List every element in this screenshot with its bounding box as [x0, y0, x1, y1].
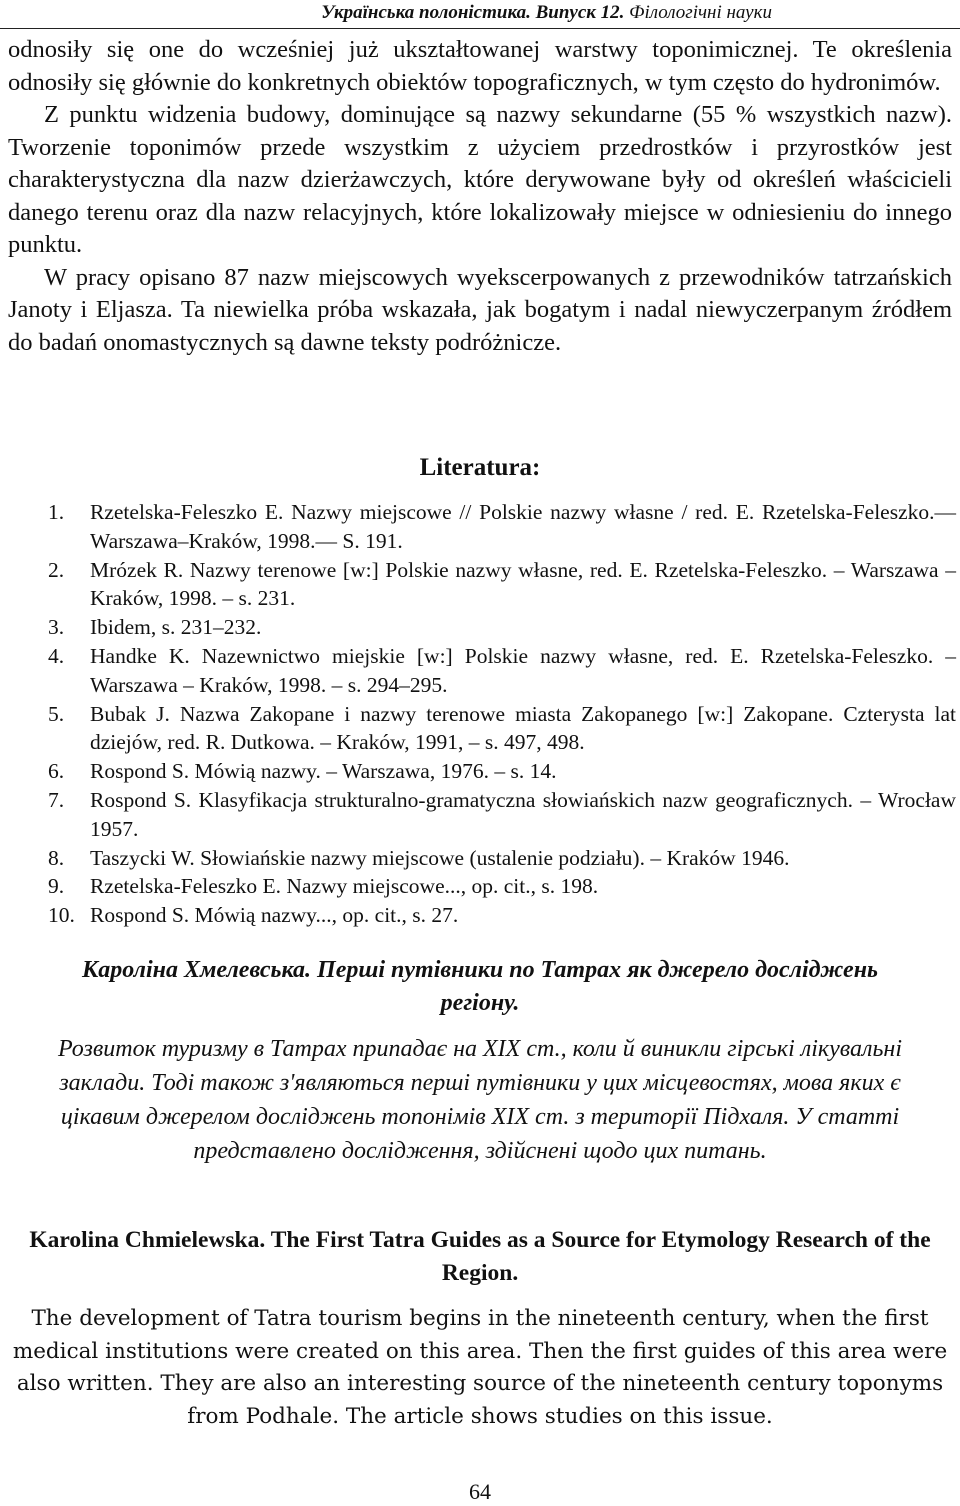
reference-item: 2. Mrózek R. Nazwy terenowe [w:] Polskie nazwy własne, red. E. Rzetelska-Feleszko. – Warszawa – Kraków, 1998. – s. 231. — [48, 557, 956, 611]
english-summary-title: Karolina Chmielewska. The First Tatra Guides as a Source for Etymology Research of the Region. — [29, 1227, 931, 1286]
paragraph-2: Z punktu widzenia budowy, dominujące są nazwy sekundarne (55 % wszystkich nazw). Tworzenie toponimów przede wszystkim z użyciem przedrostków i przyrostków jest charakterystyczna dla nazw dzierżawczych, które derywowane były od określeń właścicieli danego terenu oraz dla nazw relacyjnych, które lokalizowały miejsce w odniesieniu do innego punktu. — [8, 101, 952, 258]
reference-list — [48, 498, 956, 930]
reference-item: 8. Taszycki W. Słowiańskie nazwy miejscowe (ustalenie podziału). – Kraków 1946. — [48, 845, 790, 870]
paragraph-3: W pracy opisano 87 nazw miejscowych wyekscerpowanych z przewodników tatrzańskich Janoty i Eljasza. Ta niewielka próba wskazała, jak bogatym i nadal niewyczerpanym źródłem do badań onomastycznych są dawne teksty podróżnicze. — [8, 263, 952, 356]
body-text — [8, 34, 952, 359]
reference-item: 7. Rospond S. Klasyfikacja strukturalno-gramatyczna słowiańskich nazw geograficznych. – Wrocław 1957. — [48, 787, 956, 841]
literature-heading: Literatura: — [419, 454, 541, 481]
journal-section: Філологічні науки — [629, 2, 772, 23]
running-header — [0, 0, 960, 29]
reference-item: 10. Rospond S. Mówią nazwy..., op. cit., s. 27. — [48, 903, 459, 928]
reference-item: 6. Rospond S. Mówią nazwy. – Warszawa, 1976. – s. 14. — [48, 759, 557, 784]
page-number: 64 — [469, 1479, 491, 1504]
reference-item: 5. Bubak J. Nazwa Zakopane i nazwy terenowe miasta Zakopanego [w:] Zakopane. Czterysta lat dziejów, red. R. Dutkowa. – Kraków, 1991, – s. 497, 498. — [48, 701, 956, 755]
reference-item: 3. Ibidem, s. 231–232. — [48, 615, 262, 640]
journal-title: Українська полоністика. Випуск 12. — [321, 2, 625, 23]
english-summary-text: The development of Tatra tourism begins in the nineteenth century, when the first medical institutions were created on this area. Then the first guides of this area were also written. They are also an interesting source of the nineteenth century toponyms from Podhale. The article shows studies on this issue. — [12, 1306, 948, 1429]
reference-item: 1. Rzetelska-Feleszko E. Nazwy miejscowe // Polskie nazwy własne / red. E. Rzetelska-Feleszko.— Warszawa–Kraków, 1998.— S. 191. — [48, 500, 956, 553]
paragraph-1: odnosiły się one do wcześniej już ukształtowanej warstwy toponimicznej. Te określenia odnosiły się głównie do konkretnych obiektów topograficznych, w tym często do hydronimów. — [8, 36, 952, 96]
reference-item: 4. Handke K. Nazewnictwo miejskie [w:] Polskie nazwy własne, red. E. Rzetelska-Feleszko. – Warszawa – Kraków, 1998. – s. 294–295. — [48, 643, 956, 697]
ukrainian-summary-title: Кароліна Хмелевська. Перші путівники по Татрах як джерело досліджень регіону. — [81, 957, 878, 1016]
reference-item: 9. Rzetelska-Feleszko E. Nazwy miejscowe..., op. cit., s. 198. — [48, 874, 599, 899]
ukrainian-summary-text: Розвиток туризму в Татрах припадає на XIX ст., коли й виникли гірські лікувальні заклади. Тоді також з'являються перші путівники у цих місцевостях, мова яких є цікавим джерелом досліджень топонімів XIX ст. з території Підхаля. У статті представлено дослідження, здійснені щодо цих питань. — [57, 1036, 902, 1164]
